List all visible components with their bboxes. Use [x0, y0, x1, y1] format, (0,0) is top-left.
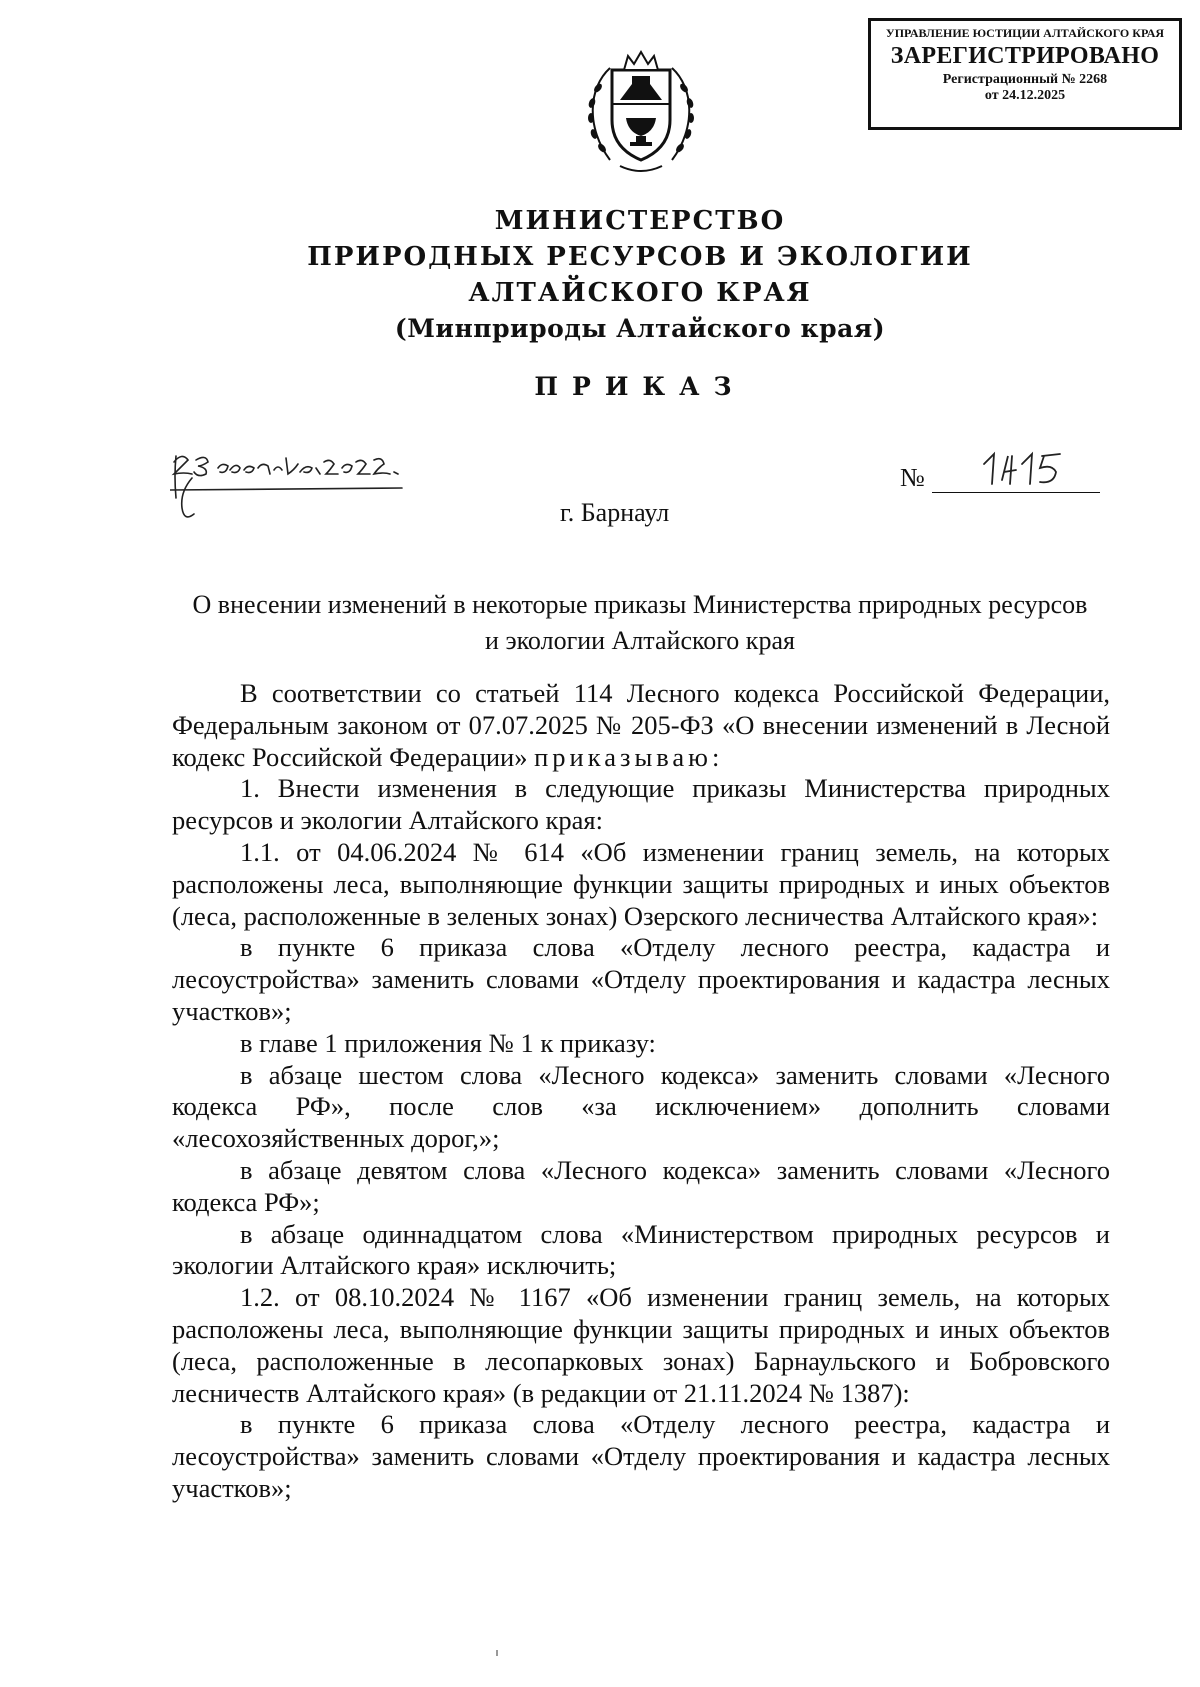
- order-word: приказываю:: [534, 741, 724, 772]
- preamble-paragraph: [172, 678, 1110, 773]
- stamp-date: от 24.12.2025: [984, 88, 1066, 103]
- order-subject: О внесении изменений в некоторые приказы Министерства природных ресурсов и экологии Алтайского края: [192, 590, 1088, 655]
- body-paragraph: 1.2. от 08.10.2024 № 1167 «Об изменении границ земель, на которых расположены леса, выполняющие функции защиты природных и иных объектов (леса, расположенные в лесопарковых зонах) Барнаульского и Бобровского лесничеств Алтайского края» (в редакции от 21.11.2024 № 1387):: [172, 1282, 1110, 1408]
- preamble-text: В соответствии со статьей 114 Лесного кодекса Российской Федерации, Федеральным законом от 07.07.2025 № 205-ФЗ «О внесении изменений в Лесной кодекс Российской Федерации»: [172, 678, 1110, 772]
- body-paragraph: в пункте 6 приказа слова «Отделу лесного реестра, кадастра и лесоустройства» заменить словами «Отделу проектирования и кадастра лесных участков»;: [172, 1409, 1110, 1503]
- body-paragraph: в абзаце шестом слова «Лесного кодекса» заменить словами «Лесного кодекса РФ», после слов «за исключением» дополнить словами «лесохозяйственных дорог,»;: [172, 1059, 1110, 1154]
- order-body: [172, 678, 1110, 1505]
- body-paragraph: 1. Внести изменения в следующие приказы Министерства природных ресурсов и экологии Алтайского края:: [172, 773, 1110, 836]
- body-paragraph: в главе 1 приложения № 1 к приказу:: [240, 1027, 656, 1058]
- stamp-status: ЗАРЕГИСТРИРОВАНО: [890, 43, 1160, 69]
- registration-stamp: [868, 18, 1182, 130]
- body-paragraph: в пункте 6 приказа слова «Отделу лесного реестра, кадастра и лесоустройства» заменить словами «Отделу проектирования и кадастра лесных участков»;: [172, 932, 1110, 1026]
- ministry-header: [200, 203, 1080, 347]
- stamp-organization: УПРАВЛЕНИЕ ЮСТИЦИИ АЛТАЙСКОГО КРАЯ: [885, 26, 1165, 40]
- city: г. Барнаул: [560, 498, 670, 527]
- header-short-name: (Минприроды Алтайского края): [394, 314, 886, 343]
- scan-mark: [496, 1650, 498, 1656]
- document-type: ПРИКАЗ: [534, 372, 746, 401]
- header-line-2: ПРИРОДНЫХ РЕСУРСОВ И ЭКОЛОГИИ: [307, 242, 973, 272]
- body-paragraph: в абзаце одиннадцатом слова «Министерством природных ресурсов и экологии Алтайского края» исключить;: [172, 1218, 1110, 1281]
- altai-krai-coat-of-arms-icon: [580, 48, 702, 180]
- order-number-label: №: [900, 463, 925, 492]
- handwritten-order-number: [978, 450, 1078, 494]
- header-line-3: АЛТАЙСКОГО КРАЯ: [468, 278, 812, 308]
- body-paragraph: в абзаце девятом слова «Лесного кодекса» заменить словами «Лесного кодекса РФ»;: [172, 1154, 1110, 1217]
- handwritten-date: [170, 452, 440, 532]
- stamp-registration-number: Регистрационный № 2268: [942, 72, 1108, 87]
- header-line-1: МИНИСТЕРСТВО: [494, 206, 786, 236]
- body-paragraph: 1.1. от 04.06.2024 № 614 «Об изменении границ земель, на которых расположены леса, выполняющие функции защиты природных и иных объектов (леса, расположенные в зеленых зонах) Озерского лесничества Алтайского края»:: [172, 836, 1110, 931]
